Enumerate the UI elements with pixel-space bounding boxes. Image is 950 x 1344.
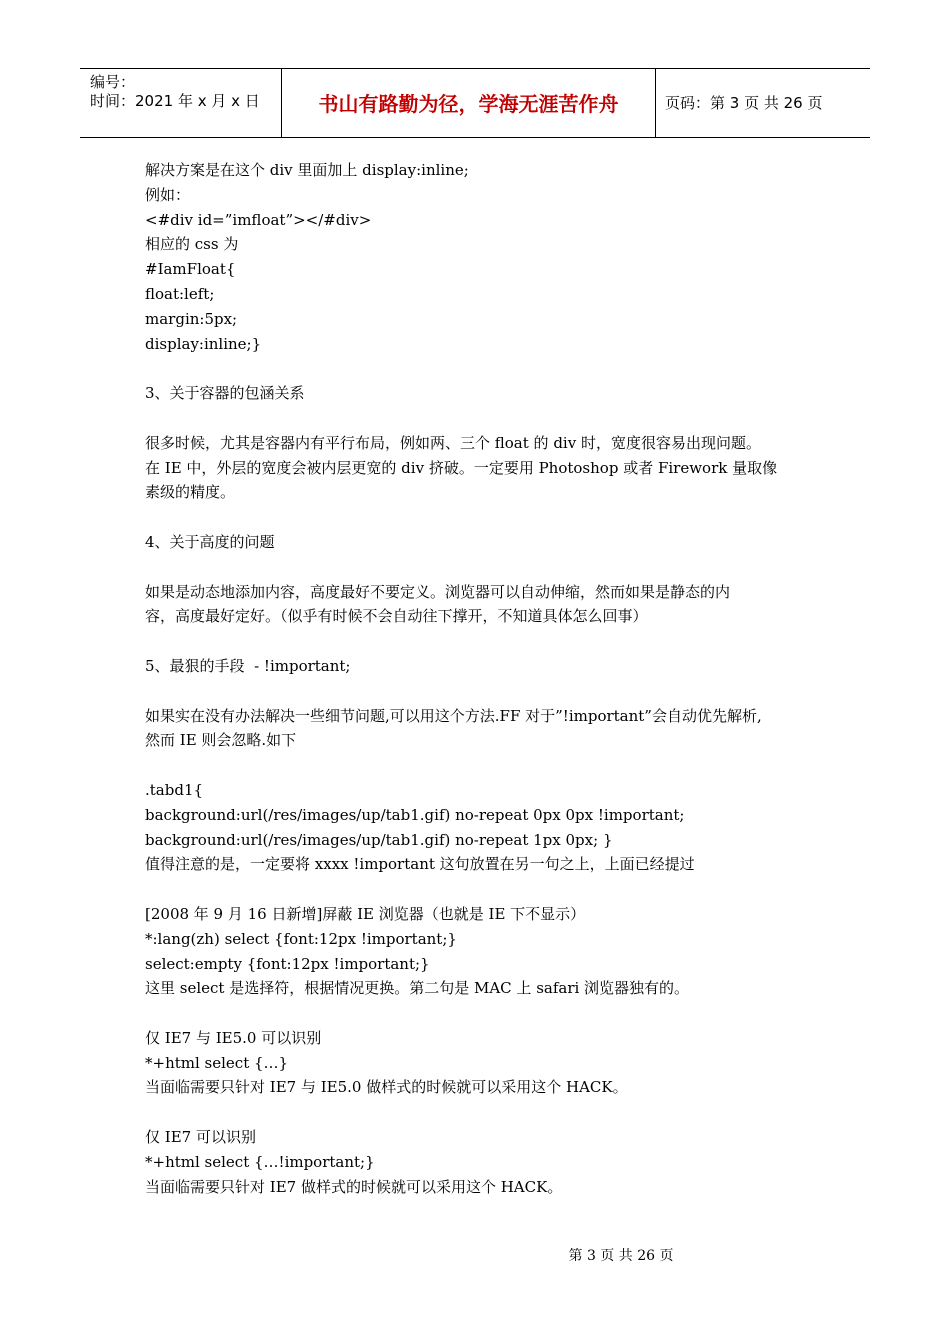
text-line: 很多时候，尤其是容器内有平行布局，例如两、三个 float 的 div 时，宽度很容易出现问题。 bbox=[145, 433, 761, 452]
page-header bbox=[80, 68, 870, 138]
text-line: 仅 IE7 与 IE5.0 可以识别 bbox=[145, 1028, 322, 1047]
page-footer: 第 3 页 共 26 页 bbox=[568, 1248, 674, 1264]
text-line: 3、关于容器的包涵关系 bbox=[145, 384, 305, 403]
blank-line bbox=[145, 406, 825, 431]
blank-line bbox=[145, 555, 825, 580]
document-number-label: 编号： bbox=[90, 73, 136, 91]
text-line: #IamFloat{ bbox=[145, 260, 236, 279]
text-line: margin:5px; bbox=[145, 309, 238, 328]
text-line: 素级的精度。 bbox=[145, 483, 236, 502]
text-line: 5、最狠的手段 - !important; bbox=[145, 656, 351, 675]
text-line: 值得注意的是，一定要将 xxxx !important 这句放置在另一句之上，上面已经提过 bbox=[145, 855, 695, 874]
text-line: *:lang(zh) select {font:12px !important;} bbox=[145, 929, 457, 948]
text-line: select:empty {font:12px !important;} bbox=[145, 954, 430, 973]
text-line: 然而 IE 则会忽略.如下 bbox=[145, 731, 297, 750]
text-line: display:inline;} bbox=[145, 334, 262, 353]
blank-line bbox=[145, 1100, 825, 1125]
text-line: *+html select {…} bbox=[145, 1053, 289, 1072]
text-line: background:url(/res/images/up/tab1.gif) no-repeat 0px 0px !important; bbox=[145, 805, 685, 824]
header-page-cell bbox=[655, 69, 870, 137]
blank-line bbox=[145, 505, 825, 530]
blank-line bbox=[145, 679, 825, 704]
text-line: 例如： bbox=[145, 185, 191, 204]
blank-line bbox=[145, 753, 825, 778]
text-line: 在 IE 中，外层的宽度会被内层更宽的 div 挤破。一定要用 Photoshop 或者 Firework 量取像 bbox=[145, 458, 778, 477]
text-line: 仅 IE7 可以识别 bbox=[145, 1128, 256, 1147]
text-line: .tabd1{ bbox=[145, 780, 204, 799]
header-motto-cell bbox=[281, 69, 656, 137]
text-line: 当面临需要只针对 IE7 与 IE5.0 做样式的时候就可以采用这个 HACK。 bbox=[145, 1078, 628, 1097]
blank-line bbox=[145, 877, 825, 902]
document-date-label: 时间：2021 年 x 月 x 日 bbox=[90, 92, 260, 110]
text-line: 如果是动态地添加内容，高度最好不要定义。浏览器可以自动伸缩，然而如果是静态的内 bbox=[145, 582, 731, 601]
text-line: 解决方案是在这个 div 里面加上 display:inline; bbox=[145, 161, 469, 179]
text-line: <#div id=”imfloat”></#div> bbox=[145, 210, 372, 229]
header-page-number: 页码：第 3 页 共 26 页 bbox=[665, 94, 823, 112]
text-line: 这里 select 是选择符，根据情况更换。第二句是 MAC 上 safari 浏览器独有的。 bbox=[145, 979, 690, 998]
header-motto: 书山有路勤为径，学海无涯苦作舟 bbox=[318, 92, 619, 116]
text-line: *+html select {…!important;} bbox=[145, 1152, 375, 1171]
text-line: 如果实在没有办法解决一些细节问题,可以用这个方法.FF 对于”!important”会自动优先解析, bbox=[145, 706, 762, 725]
text-line: 当面临需要只针对 IE7 做样式的时候就可以采用这个 HACK。 bbox=[145, 1177, 563, 1196]
text-line: [2008 年 9 月 16 日新增]屏蔽 IE 浏览器（也就是 IE 下不显示） bbox=[145, 904, 586, 923]
text-line: 相应的 css 为 bbox=[145, 235, 239, 254]
blank-line bbox=[145, 629, 825, 654]
text-line: 容，高度最好定好。（似乎有时候不会自动往下撑开，不知道具体怎么回事） bbox=[145, 607, 648, 626]
text-line: 4、关于高度的问题 bbox=[145, 532, 275, 551]
header-info-cell bbox=[80, 69, 281, 137]
text-line: background:url(/res/images/up/tab1.gif) no-repeat 1px 0px; } bbox=[145, 830, 613, 849]
document-body bbox=[145, 158, 825, 1199]
text-line: float:left; bbox=[145, 284, 215, 303]
blank-line bbox=[145, 1001, 825, 1026]
blank-line bbox=[145, 356, 825, 381]
